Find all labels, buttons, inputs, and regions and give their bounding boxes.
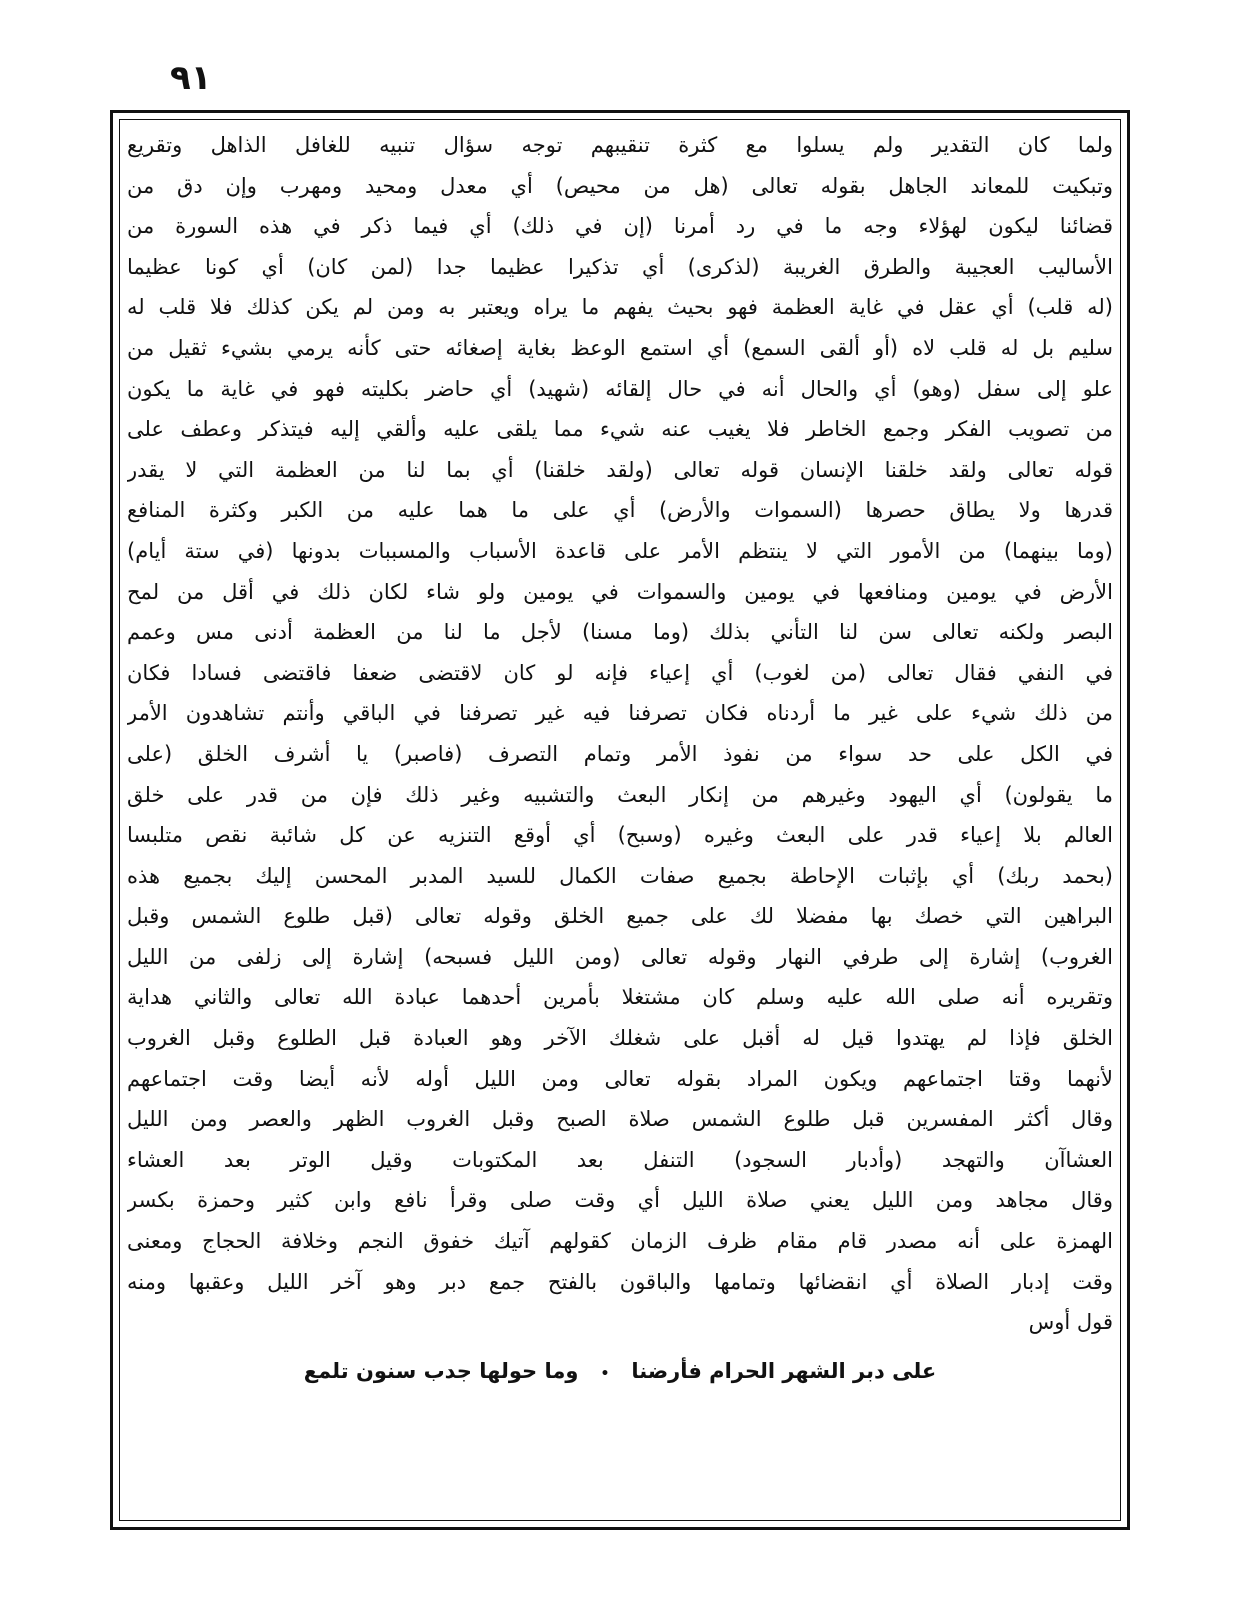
text-line: لأنهما وقتا اجتماعهم ويكون المراد بقوله تعالى ومن الليل أوله لأنه أيضا وقت اجتماعهم <box>127 1066 1113 1091</box>
text-line: علو إلى سفل (وهو) أي والحال أنه في حال إلقائه (شهيد) أي حاضر بكليته فهو في غاية ما يكون <box>127 376 1113 401</box>
text-line: الأرض في يومين ومنافعها في يومين والسموات في يومين ولو شاء لكان ذلك في أقل من لمح <box>127 579 1113 604</box>
text-line: قول أوس <box>1028 1310 1113 1335</box>
text-line: البراهين التي خصك بها مفضلا لك على جميع الخلق وقوله تعالى (قبل طلوع الشمس وقبل <box>127 904 1113 929</box>
text-line: الهمزة على أنه مصدر قام مقام ظرف الزمان كقولهم آتيك خفوق النجم وخلافة الحجاج ومعنى <box>127 1229 1113 1254</box>
text-line: الخلق فإذا لم يهتدوا قيل له أقبل على شغلك الآخر وهو العبادة قبل الطلوع وقبل الغروب <box>127 1026 1113 1051</box>
text-line: وتبكيت للمعاند الجاهل بقوله تعالى (هل من محيص) أي معدل ومحيد ومهرب وإن دق من <box>127 173 1113 198</box>
text-line: البصر ولكنه تعالى سن لنا التأني بذلك (وما مسنا) لأجل ما لنا من العظمة أدنى مس وعمم <box>127 620 1113 645</box>
text-line: (وما بينهما) من الأمور التي لا ينتظم الأمر على قاعدة الأسباب والمسببات بدونها (في ستة أيام) <box>127 538 1113 563</box>
text-line: العشاآن والتهجد (وأدبار السجود) التنفل بعد المكتوبات وقيل الوتر بعد العشاء <box>127 1147 1113 1172</box>
text-line: (بحمد ربك) أي بإثبات الإحاطة بجميع صفات الكمال للسيد المدبر المحسن إليك بجميع هذه <box>127 863 1113 888</box>
verse-separator: • <box>600 1365 610 1382</box>
text-line: من تصويب الفكر وجمع الخاطر فلا يغيب عنه شيء مما يلقى عليه وألقي إليه فيتذكر وعطف على <box>127 417 1113 442</box>
poetry-verse <box>127 1349 1113 1393</box>
text-line: وقال مجاهد ومن الليل يعني صلاة الليل أي وقت صلى وقرأ نافع وابن كثير وحمزة بكسر <box>127 1188 1113 1213</box>
text-line: قضائنا ليكون لهؤلاء وجه ما في رد أمرنا (إن في ذلك) أي فيما ذكر في هذه السورة من <box>127 214 1113 239</box>
text-line: وقت إدبار الصلاة أي انقضائها وتمامها والباقون بالفتح جمع دبر وهو آخر الليل وعقبها ومنه <box>127 1269 1113 1294</box>
text-line: (له قلب) أي عقل في غاية العظمة فهو بحيث يفهم ما يراه ويعتبر به ومن لم يكن كذلك فلا قلب له <box>127 295 1113 320</box>
text-line: العالم بلا إعياء قدر على البعث وغيره (وسبح) أي أوقع التنزيه عن كل شائبة نقص متلبسا <box>127 823 1113 848</box>
text-line: قوله تعالى ولقد خلقنا الإنسان قوله تعالى (ولقد خلقنا) أي بما لنا من العظمة التي لا يقدر <box>127 457 1113 482</box>
verse-second-hemistich: وما حولها جدب سنون تلمع <box>303 1358 579 1383</box>
text-line: الغروب) إشارة إلى طرفي النهار وقوله تعالى (ومن الليل فسبحه) إشارة إلى زلفى من الليل <box>127 944 1113 969</box>
page-number: ٩١ <box>170 58 212 98</box>
text-line: في النفي فقال تعالى (من لغوب) أي إعياء فإنه لو كان لاقتضى ضعفا فاقتضى فسادا فكان <box>127 660 1113 685</box>
text-line: في الكل على حد سواء من نفوذ الأمر وتمام التصرف (فاصبر) يا أشرف الخلق (على <box>127 741 1113 766</box>
text-line: من ذلك شيء على غير ما أردناه فكان تصرفنا فيه غير تصرفنا في الباقي وأنتم تشاهدون الأمر <box>127 701 1113 726</box>
commentary-text <box>127 125 1113 1507</box>
text-line: وتقريره أنه صلى الله عليه وسلم كان مشتغلا بأمرين أحدهما عبادة الله تعالى والثاني هداية <box>127 985 1113 1010</box>
text-line: وقال أكثر المفسرين قبل طلوع الشمس صلاة الصبح وقبل الغروب الظهر والعصر ومن الليل <box>127 1107 1113 1132</box>
text-line: ما يقولون) أي اليهود وغيرهم من إنكار البعث والتشبيه وغير ذلك فإن من قدر على خلق <box>127 782 1113 807</box>
page-frame <box>110 110 1130 1530</box>
text-line: سليم بل له قلب لاه (أو ألقى السمع) أي استمع الوعظ بغاية إصغائه حتى كأنه يرمي بشيء ثقيل من <box>127 335 1113 360</box>
text-line: قدرها ولا يطاق حصرها (السموات والأرض) أي على ما هما عليه من الكبر وكثرة المنافع <box>127 498 1113 523</box>
text-line: ولما كان التقدير ولم يسلوا مع كثرة تنقيبهم توجه سؤال تنبيه للغافل الذاهل وتقريع <box>127 133 1113 157</box>
text-line: الأساليب العجيبة والطرق الغريبة (لذكرى) أي تذكيرا عظيما جدا (لمن كان) أي كونا عظيما <box>127 254 1113 279</box>
verse-first-hemistich: على دبر الشهر الحرام فأرضنا <box>631 1358 937 1383</box>
